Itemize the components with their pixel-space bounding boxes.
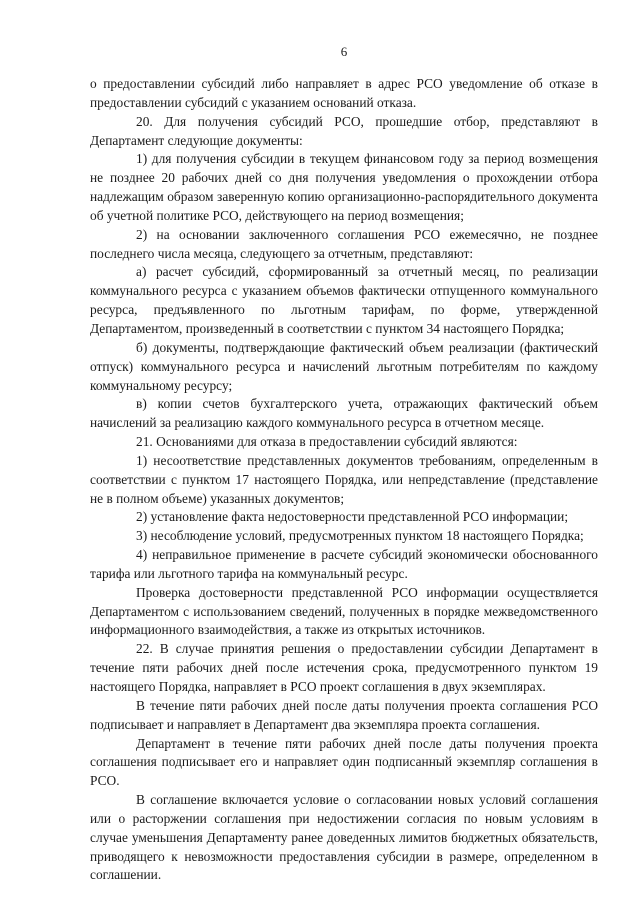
paragraph-item-20-2: 2) на основании заключенного соглашения РСО ежемесячно, не позднее последнего числа месяца, следующего за отчетным, представляют: (90, 226, 598, 261)
paragraph-item-22: 22. В случае принятия решения о предоставлении субсидии Департамент в течение пяти рабочих дней после истечения срока, предусмотренного пунктом 19 настоящего Порядка, направляет в РСО проект соглашения в двух экземплярах. (90, 641, 598, 694)
paragraph-item-21-2: 2) установление факта недостоверности представленной РСО информации; (136, 509, 569, 525)
paragraph-item-21: 21. Основаниями для отказа в предоставлении субсидий являются: (136, 434, 518, 450)
paragraph-item-21-4: 4) неправильное применение в расчете субсидий экономически обоснованного тарифа или льготного тарифа на коммунальный ресурс. (90, 547, 598, 581)
paragraph-item-20: 20. Для получения субсидий РСО, прошедшие отбор, представляют в Департамент следующие документы: (90, 113, 598, 148)
paragraph-item-21-3: 3) несоблюдение условий, предусмотренных пунктом 18 настоящего Порядка; (136, 528, 584, 544)
paragraph-continuation: о предоставлении субсидий либо направляет в адрес РСО уведомление об отказе в предоставлении субсидий с указанием оснований отказа. (90, 76, 598, 110)
paragraph-agreement-conditions: В соглашение включается условие о согласовании новых условий соглашения или о расторжении соглашения при недостижении согласия по новым условиям в случае уменьшения Департаменту ранее доведенных лимитов бюджетных обязательств, приводящего к невозможности предоставления субсидии в размере, определенном в соглашении. (90, 792, 598, 883)
paragraph-item-20-1: 1) для получения субсидии в текущем финансовом году за период возмещения не позднее 20 рабочих дней со дня получения уведомления о прохождении отбора надлежащим образом заверенную копию организационно-распорядительного документа об учетной политике РСО, действующего на период возмещения; (90, 151, 598, 223)
paragraph-department-signing: Департамент в течение пяти рабочих дней после даты получения проекта соглашения подписывает его и направляет один подписанный экземпляр соглашения в РСО. (90, 735, 598, 789)
paragraph-item-20-2-a: а) расчет субсидий, сформированный за отчетный месяц, по реализации коммунального ресурса с указанием объемов фактически отпущенного коммунального ресурса, предъявленного по льготным тарифам, по форме, утвержденной Департаментом, произведенный в соответствии с пунктом 34 настоящего Порядка; (90, 264, 598, 336)
paragraph-verification: Проверка достоверности представленной РСО информации осуществляется Департаментом с использованием сведений, полученных в порядке межведомственного информационного взаимодействия, а также из открытых источников. (90, 584, 598, 638)
document-body (90, 75, 598, 885)
page-number: 6 (340, 44, 348, 59)
paragraph-item-20-2-v: в) копии счетов бухгалтерского учета, отражающих фактический объем начислений за реализацию каждого коммунального ресурса в отчетном месяце. (90, 396, 598, 431)
paragraph-rso-signing: В течение пяти рабочих дней после даты получения проекта соглашения РСО подписывает и направляет в Департамент два экземпляра проекта соглашения. (90, 697, 598, 732)
paragraph-item-20-2-b: б) документы, подтверждающие фактический объем реализации (фактический отпуск) коммунального ресурса и начислений льготным потребителям по каждому коммунальному ресурсу; (90, 339, 598, 393)
paragraph-item-21-1: 1) несоответствие представленных документов требованиям, определенным в соответствии с пунктом 17 настоящего Порядка, или непредставление (представление не в полном объеме) указанных документов; (90, 452, 598, 506)
